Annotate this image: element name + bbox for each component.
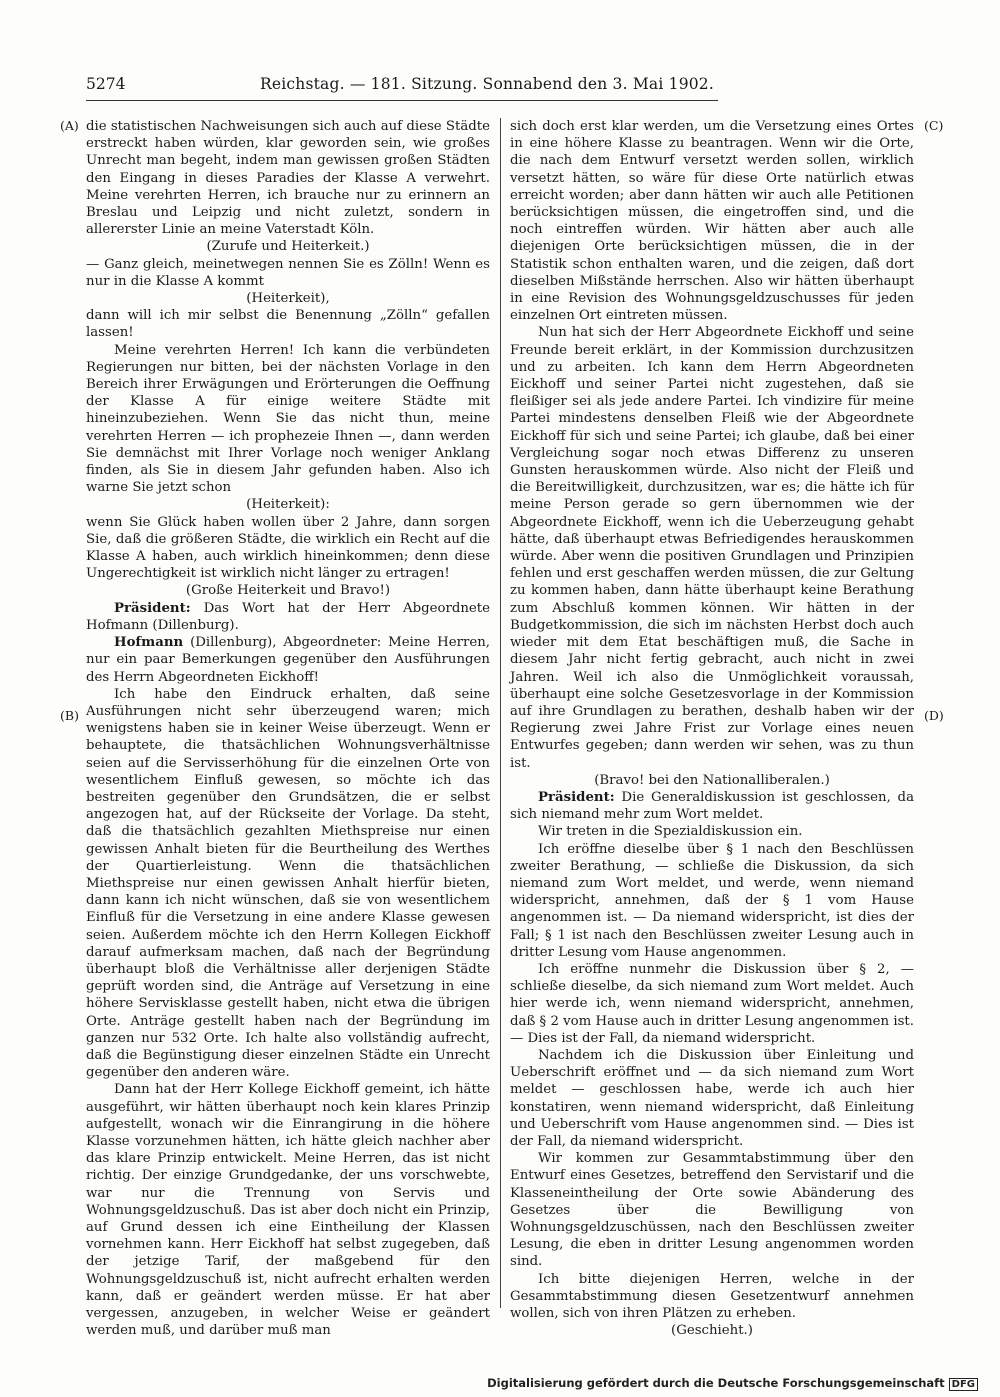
paragraph-text: dann will ich mir selbst die Benennung „Zölln“ gefallen lassen!: [86, 308, 490, 341]
paragraph: [510, 324, 914, 771]
paragraph-text: Wir kommen zur Gesammtabstimmung über den Entwurf eines Gesetzes, betreffend den Servistarif und die Klasseneintheilung der Orte sowie Abänderung des Gesetzes über die Bewilligung von Wohnungsgeldzuschüssen, nach den Beschlüssen zweiter Lesung, die eben in dritter Lesung angenommen worden sind.: [510, 1151, 914, 1270]
speaker-name: Hofmann: [114, 635, 184, 651]
paragraph: [86, 118, 490, 238]
paragraph: [510, 1271, 914, 1323]
paragraph: [510, 772, 914, 789]
margin-marker-b: (B): [60, 708, 79, 723]
paragraph: [86, 256, 490, 290]
paragraph-text: Die Generaldiskussion ist geschlossen, da sich niemand mehr zum Wort meldet.: [510, 789, 914, 823]
stage-direction: (Große Heiterkeit und Bravo!): [185, 583, 391, 599]
paragraph: [86, 496, 490, 513]
margin-marker-a: (A): [60, 118, 79, 133]
column-separator: [500, 118, 501, 1308]
speaker-name: Präsident:: [114, 600, 191, 616]
paragraph: [510, 789, 914, 823]
credit-text: Digitalisierung gefördert durch die Deutsche Forschungsgemeinschaft: [487, 1376, 945, 1390]
paragraph: [86, 1081, 490, 1339]
stage-direction: (Bravo! bei den Nationalliberalen.): [594, 772, 830, 788]
paragraph: [86, 514, 490, 583]
page-number: 5274: [86, 75, 126, 93]
margin-marker-d: (D): [924, 708, 944, 723]
digitization-credit: [487, 1376, 978, 1391]
paragraph-text: die statistischen Nachweisungen sich auch auf diese Städte erstreckt haben würden, klar geworden sein, wie großes Unrecht man begeht, indem man gewissen großen Städten den Eingang in dieses Paradies der Klasse A verwehrt. Meine verehrten Herren, ich brauche nur zu erinnern an Breslau und Leipzig und nicht zuletzt, sondern in allererster Linie an meine Vaterstadt Köln.: [86, 119, 491, 238]
margin-marker-c: (C): [924, 118, 944, 133]
paragraph-text: Nachdem ich die Diskussion über Einleitung und Ueberschrift eröffnet und — da sich niemand zum Wort meldet — geschlossen habe, werde ich auch hier konstatiren, wenn niemand widerspricht, daß Einleitung und Ueberschrift vom Hause angenommen sind. — Dies ist der Fall, da niemand widerspricht.: [510, 1047, 914, 1149]
paragraph-text: wenn Sie Glück haben wollen über 2 Jahre, dann sorgen Sie, daß die größeren Städte, die wirklich ein Recht auf die Klasse A haben, auch wirklich hineinkommen; denn diese Ungerechtigkeit ist wirklich nicht länger zu ertragen!: [86, 514, 490, 582]
paragraph: [86, 634, 490, 686]
paragraph-text: Wir treten in die Spezialdiskussion ein.: [538, 824, 803, 840]
stage-direction: (Heiterkeit),: [246, 291, 330, 307]
paragraph: [86, 582, 490, 599]
paragraph: [86, 290, 490, 307]
paragraph-text: sich doch erst klar werden, um die Versetzung eines Ortes in eine höhere Klasse zu beantragen. Wenn wir die Orte, die nach dem Entwurf versetzt werden sollen, wirklich versetzt hätten, so wäre für diese Orte natürlich etwas erreicht worden; aber dann hätten wir auch alle Petitionen berücksichtigen müssen, die eingetroffen sind, und die noch eintreffen würden. Wir hätten aber auch alle diejenigen Orte berücksichtigen müssen, die in der Statistik schon enthalten waren, und die zeigen, daß dort dieselben Mißstände herrschen. Also wir hätten überhaupt in eine Revision des Wohnungsgeldzuschusses für jeden einzelnen Ort eintreten müssen.: [510, 119, 914, 324]
header-rule: [86, 100, 718, 101]
paragraph: [86, 307, 490, 341]
paragraph: [510, 1150, 914, 1270]
paragraph: [510, 823, 914, 840]
stage-direction: (Geschieht.): [671, 1323, 753, 1339]
paragraph-text: (Dillenburg), Abgeordneter: Meine Herren, nur ein paar Bemerkungen gegenüber den Ausführungen des Herrn Abgeordneten Eickhoff!: [86, 635, 490, 685]
paragraph-text: — Ganz gleich, meinetwegen nennen Sie es Zölln! Wenn es nur in die Klasse A kommt: [86, 256, 490, 289]
paragraph: [510, 961, 914, 1047]
running-title: Reichstag. — 181. Sitzung. Sonnabend den 3. Mai 1902.: [259, 75, 714, 93]
paragraph-text: Das Wort hat der Herr Abgeordnete Hofmann (Dillenburg).: [86, 600, 490, 633]
paragraph: [86, 342, 490, 497]
running-header: [86, 72, 714, 96]
right-column: [510, 118, 914, 1339]
paragraph-text: Ich eröffne dieselbe über § 1 nach den Beschlüssen zweiter Berathung, — schließe die Diskussion, da sich niemand zum Wort meldet, und werde, wenn niemand widerspricht, annehmen, daß der § 1 vom Hause angenommen ist. — Da niemand widerspricht, ist dies der Fall; § 1 ist nach den Beschlüssen zweiter Lesung auch in dritter Lesung vom Hause angenommen.: [510, 841, 914, 960]
paragraph: [510, 841, 914, 961]
paragraph: [510, 1047, 914, 1150]
paragraph: [510, 1322, 914, 1339]
left-column: [86, 118, 490, 1339]
speaker-name: Präsident:: [538, 789, 615, 805]
paragraph: [86, 686, 490, 1082]
paragraph: [510, 118, 914, 324]
paragraph: [86, 238, 490, 255]
dfg-logo: DFG: [949, 1378, 978, 1391]
stage-direction: (Heiterkeit):: [246, 497, 330, 513]
paragraph-text: Meine verehrten Herren! Ich kann die verbündeten Regierungen nur bitten, bei der nächsten Vorlage in den Bereich ihrer Erwägungen und Erörterungen die Oeffnung der Klasse A für einige weitere Städte mit hineinzubeziehen. Wenn Sie das nicht thun, meine verehrten Herren — ich prophezeie Ihnen —, dann werden Sie demnächst mit Ihrer Vorlage noch weniger Anklang finden, als Sie in diesem Jahr gefunden haben. Also ich warne Sie jetzt schon: [86, 342, 490, 496]
paragraph-text: Ich eröffne nunmehr die Diskussion über § 2, — schließe dieselbe, da sich niemand zum Wort meldet. Auch hier werde ich, wenn niemand widerspricht, annehmen, daß § 2 vom Hause auch in dritter Lesung angenommen ist. — Dies ist der Fall, da niemand widerspricht.: [510, 961, 914, 1046]
paragraph-text: Dann hat der Herr Kollege Eickhoff gemeint, ich hätte ausgeführt, wir hätten überhaupt noch kein klares Prinzip aufgestellt, wonach wir die Einrangirung in die höhere Klasse vorzunehmen hätten, ich hätte gleich nachher aber das klare Prinzip entwickelt. Meine Herren, das ist nicht richtig. Der einzige Grundgedanke, der uns vorschwebte, war nur die Trennung von Servis und Wohnungsgeldzuschuß. Das ist aber doch nicht ein Prinzip, auf Grund dessen ich eine Eintheilung der Klassen vornehmen kann. Herr Eickhoff hat selbst zugegeben, daß der jetzige Tarif, der maßgebend für den Wohnungsgeldzuschuß ist, nicht aufrecht erhalten werden kann, daß er geändert werden müsse. Er hat aber vergessen, anzugeben, in welcher Weise er geändert werden muß, und darüber muß man: [86, 1082, 490, 1339]
stage-direction: (Zurufe und Heiterkeit.): [206, 239, 370, 255]
paragraph-text: Ich habe den Eindruck erhalten, daß seine Ausführungen nicht sehr überzeugend waren; mich wenigstens haben sie in keiner Weise überzeugt. Wenn er behauptete, die thatsächlichen Wohnungsverhältnisse seien auf die Servisserhöhung für die einzelnen Orte von wesentlichem Einfluß gewesen, so möchte ich das bestreiten gegenüber den Grundsätzen, die er selbst angezogen hat, auf der Rückseite der Vorlage. Da steht, daß die thatsächlich gezahlten Miethspreise nur einen gewissen Anhalt bieten für die Beurtheilung des Werthes der Quartierleistung. Wenn die thatsächlichen Miethspreise nur einen gewissen Anhalt hierfür bieten, dann kann ich nicht wünschen, daß sie von wesentlichem Einfluß für die Versetzung in eine andere Klasse gewesen seien. Außerdem möchte ich den Herrn Kollegen Eickhoff darauf aufmerksam machen, daß nach der Begründung überhaupt bloß die Verhältnisse aller derjenigen Städte geprüft worden sind, die Anträge auf Versetzung in eine höhere Servisklasse gestellt haben, nicht etwa die übrigen Orte. Anträge gestellt haben nach der Begründung im ganzen nur 532 Orte. Ich halte also vollständig aufrecht, daß die Begünstigung dieser einzelnen Städte ein Unrecht gegenüber den anderen wäre.: [86, 686, 490, 1081]
paragraph-text: Nun hat sich der Herr Abgeordnete Eickhoff und seine Freunde bereit erklärt, in der Kommission durchzusitzen und zu arbeiten. Ich kann dem Herrn Abgeordneten Eickhoff und seiner Partei nicht zugestehen, daß sie fleißiger sei als jede andere Partei. Ich vindizire für meine Partei mindestens denselben Fleiß wie der Abgeordnete Eickhoff für sich und seine Partei; ich glaube, daß bei einer Vergleichung sogar noch etwas Differenz zu unseren Gunsten herauskommen würde. Also nicht der Fleiß und die Bereitwilligkeit, durchzusitzen, war es; die hätte ich für meine Person gerade so gern übernommen wie der Abgeordnete Eickhoff, wenn ich die Ueberzeugung gehabt hätte, daß überhaupt etwas Befriedigendes herauskommen würde. Aber wenn die positiven Grundlagen und Prinzipien fehlen und erst geschaffen werden müssen, die zur Geltung zu kommen haben, dann hätte überhaupt keine Berathung zum Abschluß kommen können. Wir hätten in der Budgetkommission, die sich im nächsten Herbst doch auch wieder mit dem Etat beschäftigen muß, die Sache in diesem Jahr nicht fertig gebracht, auch nicht in zwei Jahren. Weil ich also die Unmöglichkeit voraussah, überhaupt eine solche Gesetzesvorlage in der Kommission auf ihre Grundlagen zu berathen, deshalb haben wir der Regierung zwei Jahre Frist zur Vorlage eines neuen Entwurfes gegeben; dann werden wir sehen, was zu thun ist.: [510, 325, 914, 771]
paragraph: [86, 600, 490, 634]
paragraph-text: Ich bitte diejenigen Herren, welche in der Gesammtabstimmung diesen Gesetzentwurf annehmen wollen, sich von ihren Plätzen zu erheben.: [510, 1271, 914, 1322]
